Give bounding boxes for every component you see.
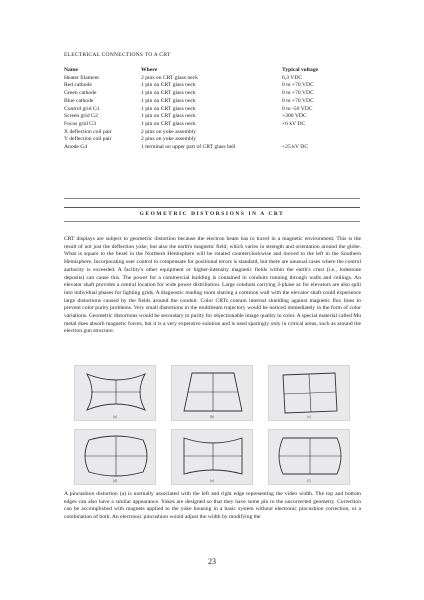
- table-cell: +300 VDC: [282, 113, 307, 120]
- table-cell: 1 pin on CRT glass neck: [141, 90, 196, 97]
- distortion-figure-barrel: [74, 429, 156, 485]
- divider-rule: [64, 207, 360, 208]
- table-cell: 1 pin on CRT glass neck: [141, 105, 196, 112]
- table-cell: [282, 136, 342, 144]
- top-pincushion-diagram: [172, 430, 254, 486]
- column-header-where: Where: [141, 67, 158, 73]
- distortion-figure-pincushion: [74, 365, 156, 421]
- table-cell: +6 kV DC: [282, 120, 306, 127]
- parallelogram-diagram: [269, 366, 351, 422]
- electrical-connections-heading: ELECTRICAL CONNECTIONS TO A CRT: [64, 52, 171, 58]
- table-cell: Anode G4: [64, 144, 88, 151]
- table-header-row: [64, 67, 342, 75]
- distortion-figure-side-barrel: [268, 429, 350, 485]
- table-row: [64, 144, 342, 152]
- table-cell: Green cathode: [64, 90, 97, 97]
- distortion-figure-parallelogram: [268, 365, 350, 421]
- page-number: 23: [208, 557, 216, 566]
- column-header-voltage: Typical voltage: [282, 67, 319, 73]
- table-cell: 0 to +70 VDC: [282, 82, 314, 89]
- body-paragraph: A pincushion distortion (a) is normally associated with the left and right edge representing the video width. The top and bottom edges can also have a similar appearance. Yokes are designed so that they have some pin to the uncorrected geometry. Correction can be accomplished with magnets applied to the yoke housing in a basic system without electronic pincushion correction, or a combination of both. An electronic pincushion would adjust the width by modifying the: [64, 491, 361, 521]
- table-cell: X deflection coil pair: [64, 128, 112, 135]
- table-row: [64, 121, 342, 129]
- table-cell: Heater filament: [64, 74, 99, 81]
- pincushion-diagram: [75, 366, 157, 422]
- table-row: [64, 106, 342, 114]
- table-cell: +25 kV DC: [282, 144, 309, 151]
- table-cell: 1 pin on CRT glass neck: [141, 82, 196, 89]
- table-cell: Red cathode: [64, 82, 92, 89]
- distortion-figure-trapezoid: [171, 365, 253, 421]
- barrel-diagram: [75, 430, 157, 486]
- table-cell: 0 to +70 VDC: [282, 97, 314, 104]
- section-title: GEOMETRIC DISTORSIONS IN A CRT: [139, 211, 285, 217]
- figure-label: (a): [113, 415, 117, 419]
- table-cell: 1 pin on CRT glass neck: [141, 113, 196, 120]
- table-cell: Blue cathode: [64, 97, 94, 104]
- table-cell: 0 to -50 VDC: [282, 105, 313, 112]
- table-cell: 0 to +70 VDC: [282, 90, 314, 97]
- table-cell: 1 pin on CRT glass neck: [141, 120, 196, 127]
- table-cell: [282, 129, 342, 137]
- side-barrel-diagram: [269, 430, 351, 486]
- figure-label: (e): [210, 479, 214, 483]
- distortion-figures: [74, 365, 350, 485]
- figure-label: (d): [112, 479, 118, 483]
- table-cell: 1 terminal on upper part of CRT glass bell: [141, 144, 236, 151]
- table-cell: 2 pins on yoke assembly: [141, 128, 197, 135]
- table-cell: Focus grid G3: [64, 120, 97, 127]
- divider-rule: [64, 198, 360, 199]
- table-row: [64, 75, 342, 83]
- figure-label: (b): [209, 415, 215, 419]
- table-row: [64, 136, 342, 144]
- table-cell: Screen grid G2: [64, 113, 98, 120]
- table-cell: 2 pins on yoke assembly: [141, 136, 197, 143]
- table-row: [64, 98, 342, 106]
- trapezoid-diagram: [172, 366, 254, 422]
- table-cell: Y deflection coil pair: [64, 136, 112, 143]
- table-cell: Control grid G1: [64, 105, 100, 112]
- column-header-name: Name: [64, 67, 78, 73]
- table-cell: 1 pin on CRT glass neck: [141, 97, 196, 104]
- table-row: [64, 90, 342, 98]
- divider-rule: [64, 221, 360, 222]
- table-row: [64, 82, 342, 90]
- connections-table: [64, 67, 342, 152]
- table-row: [64, 113, 342, 121]
- figure-label: (c): [307, 415, 311, 419]
- table-cell: 6,3 VDC: [282, 74, 303, 81]
- distortion-figure-top-pincushion: [171, 429, 253, 485]
- body-paragraph: CRT displays are subject to geometric distortion because the electron beam has to travel in a magnetic environment. This is the result of not just the deflection yoke, but also the earth's magnetic field, which varies in strength and orientation around the globe. What is square to the bezel in the Northern Hemisphere will be rotated counterclockwise and moved to the left in the Southern Hemisphere. Incorporating user control to compensate for positional errors is standard, but there are unusual cases where the control authority is exceeded. A facility's other equipment or higher-intensity magnetic fields within the earth's crust (i.e., lodestone deposits) can cause this. The power for a commercial building is contained in conduits running through walls and ceilings. An elevator shaft provides a central location for wide power distribution. Large conduits carrying 3-phase ac for elevators are also split into individual phases for lighting grids. A diagnostic reading room sharing a common wall with the elevator shaft could experience large distortions caused by the fields around the conduit. Color CRTs contain internal shielding against magnetic flux lines to prevent color purity problems. Very small distortions in the multibeam trajectory would be noticed immediately in the form of color variations. Geometric distortions would be secondary to purity for objectionable image quality in color. A special material called Mu metal does absorb magnetic forces, but it is a very expensive solution and is used sparingly only in critical areas, such as around the electron gun structure.: [64, 236, 361, 335]
- figure-label: (f): [307, 479, 311, 483]
- table-cell: 2 pins on CRT glass neck: [141, 74, 198, 81]
